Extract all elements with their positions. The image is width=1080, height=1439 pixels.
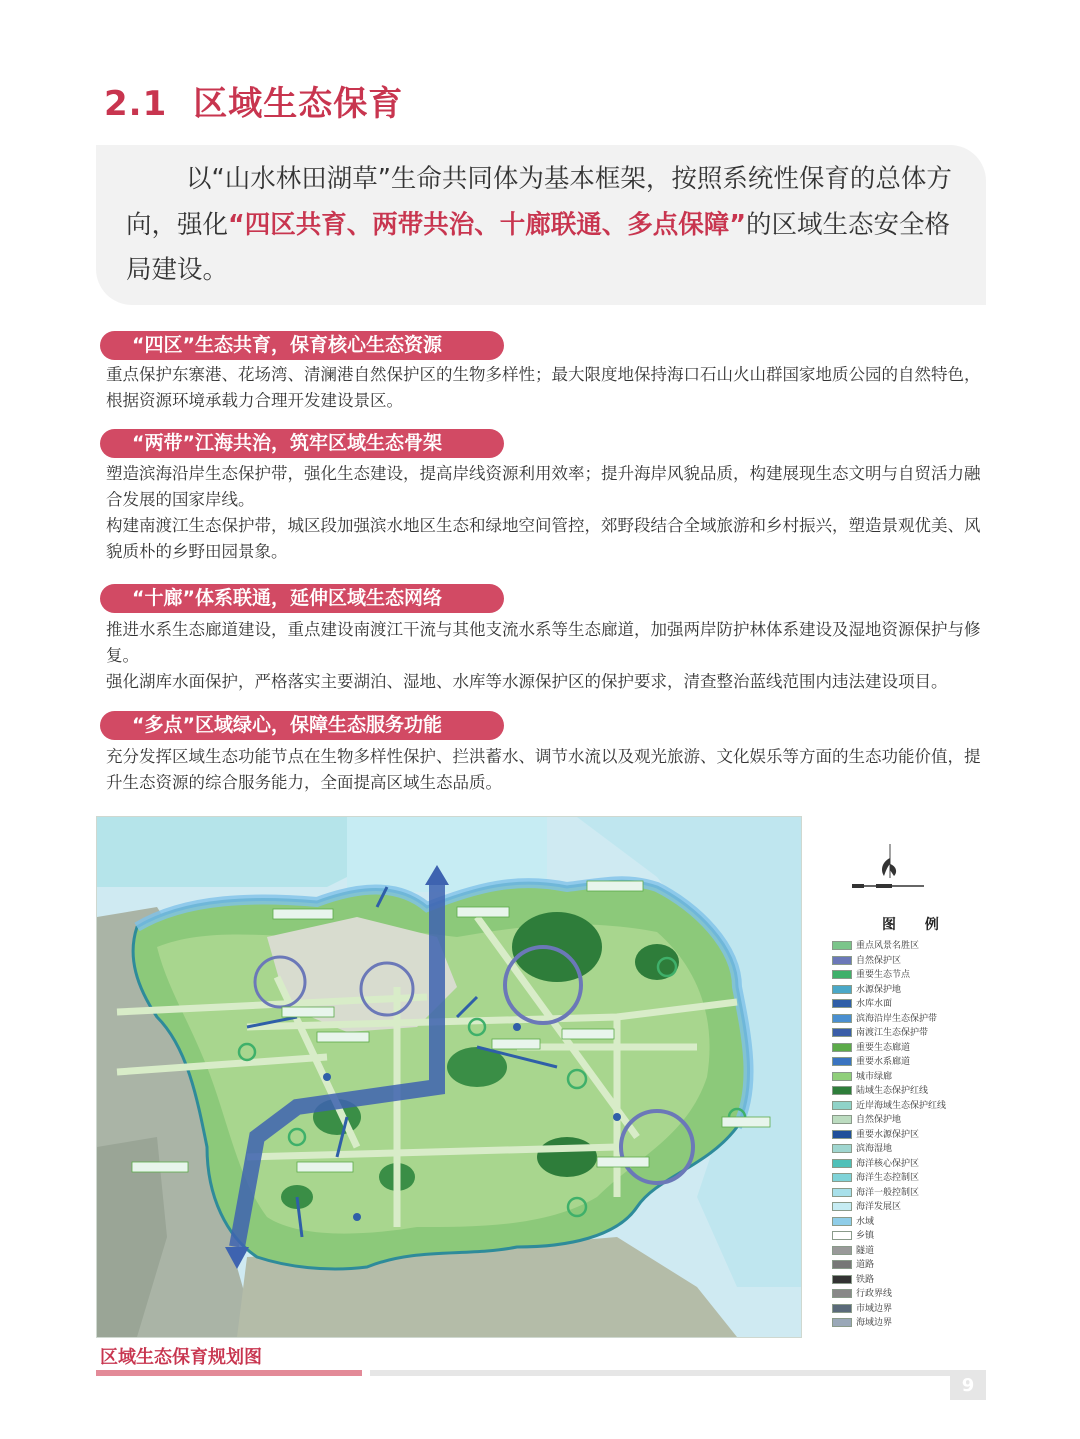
legend-swatch xyxy=(832,999,852,1008)
legend-item xyxy=(832,1027,928,1040)
legend-swatch xyxy=(832,1188,852,1197)
planning-map xyxy=(96,816,802,1338)
legend-label: 乡镇 xyxy=(856,1231,875,1241)
heading-four-zones: “四区”生态共育，保育核心生态资源 xyxy=(100,331,504,360)
legend-title: 图 例 xyxy=(882,917,951,933)
legend-label: 陆域生态保护红线 xyxy=(856,1086,929,1096)
legend-label: 重要生态廊道 xyxy=(856,1042,911,1053)
map-graphic xyxy=(97,817,801,1337)
compass-icon xyxy=(832,834,992,904)
legend-label: 海洋发展区 xyxy=(856,1202,902,1212)
legend-label: 滨海沿岸生态保护带 xyxy=(856,1013,938,1024)
legend-label: 城市绿廊 xyxy=(856,1071,893,1082)
legend-label: 重点风景名胜区 xyxy=(856,941,920,951)
legend-swatch xyxy=(832,941,852,950)
legend-swatch xyxy=(832,1028,852,1037)
page-number: 9 xyxy=(950,1372,986,1400)
legend-label: 南渡江生态保护带 xyxy=(856,1028,929,1038)
legend-swatch xyxy=(832,1304,852,1313)
legend-item xyxy=(832,1259,874,1272)
legend-swatch xyxy=(832,1014,852,1023)
caption-underline-rule xyxy=(370,1370,986,1376)
legend-swatch xyxy=(832,970,852,979)
legend-swatch xyxy=(832,1101,852,1110)
legend-label: 滨海湿地 xyxy=(856,1144,893,1154)
legend-swatch xyxy=(832,1202,852,1211)
caption-underline-accent xyxy=(96,1370,362,1376)
legend-item xyxy=(832,984,901,997)
legend-label: 隧道 xyxy=(856,1245,875,1256)
legend-swatch xyxy=(832,1275,852,1284)
eco-red-line-patch xyxy=(537,1137,597,1177)
legend-label: 海洋一般控制区 xyxy=(856,1187,920,1198)
eco-red-line-patch xyxy=(512,912,602,982)
map-caption: 区域生态保育规划图 xyxy=(100,1347,262,1368)
legend-label: 市域边界 xyxy=(856,1303,893,1314)
legend-label: 自然保护地 xyxy=(856,1115,902,1125)
legend-swatch xyxy=(832,985,852,994)
section-title xyxy=(104,76,403,125)
legend-swatch xyxy=(832,1260,852,1269)
legend-label: 近岸海域生态保护红线 xyxy=(856,1100,947,1111)
intro-text-after: 的区域生态安全格局建设。 xyxy=(126,209,951,285)
legend-item xyxy=(832,1303,892,1316)
paragraph: 充分发挥区域生态功能节点在生物多样性保护、拦洪蓄水、调节水流以及观光旅游、文化娱乐等方面的生态功能价值，提升生态资源的综合服务能力，全面提高区域生态品质。 xyxy=(106,747,981,792)
legend-label: 重要生态节点 xyxy=(856,970,911,980)
legend-label: 重要水系廊道 xyxy=(856,1057,911,1067)
legend-label: 海洋生态控制区 xyxy=(856,1173,920,1183)
legend-item xyxy=(832,1143,892,1156)
legend-label: 行政界线 xyxy=(856,1289,893,1299)
legend-item xyxy=(832,940,919,953)
legend-item xyxy=(832,1056,910,1069)
legend-swatch xyxy=(832,1217,852,1226)
legend-item xyxy=(832,969,910,982)
legend-swatch xyxy=(832,1144,852,1153)
section-heading: 区域生态保育 xyxy=(193,84,404,124)
legend-swatch xyxy=(832,1043,852,1052)
legend-swatch xyxy=(832,1159,852,1168)
legend-item xyxy=(832,1129,919,1142)
legend-swatch xyxy=(832,1115,852,1124)
legend-item xyxy=(832,1317,892,1330)
legend-item xyxy=(832,955,901,968)
legend-swatch xyxy=(832,1086,852,1095)
intro-box xyxy=(96,145,986,305)
paragraph: 构建南渡江生态保护带，城区段加强滨水地区生态和绿地空间管控，郊野段结合全域旅游和乡村振兴，塑造景观优美、风貌质朴的乡野田园景象。 xyxy=(106,516,981,561)
legend-item xyxy=(832,998,892,1011)
legend-item xyxy=(832,1114,901,1127)
legend-label: 海洋核心保护区 xyxy=(856,1158,920,1169)
legend-item xyxy=(832,1013,937,1026)
legend-item xyxy=(832,1274,874,1287)
legend-item xyxy=(832,1245,874,1258)
legend-item xyxy=(832,1172,919,1185)
legend-item xyxy=(832,1042,910,1055)
intro-text-before: 以“山水林田湖草”生命共同体为基本框架，按照系统性保育的总体方向，强化 xyxy=(126,164,952,240)
legend-swatch xyxy=(832,1057,852,1066)
legend-label: 自然保护区 xyxy=(856,955,902,966)
legend-item xyxy=(832,1187,919,1200)
legend-item xyxy=(832,1230,874,1243)
legend-label: 铁路 xyxy=(856,1274,875,1285)
legend-label: 道路 xyxy=(856,1260,875,1270)
legend-swatch xyxy=(832,1318,852,1327)
paragraph: 推进水系生态廊道建设，重点建设南渡江干流与其他支流水系等生态廊道，加强两岸防护林体系建设及湿地资源保护与修复。 xyxy=(106,620,981,665)
legend-swatch xyxy=(832,1173,852,1182)
section-number: 2.1 xyxy=(104,84,168,124)
heading-multi-points: “多点”区域绿心，保障生态服务功能 xyxy=(100,711,504,740)
heading-two-belts: “两带”江海共治，筑牢区域生态骨架 xyxy=(100,429,504,458)
legend-swatch xyxy=(832,1130,852,1139)
legend-item xyxy=(832,1158,919,1171)
legend-item xyxy=(832,1071,892,1084)
legend-swatch xyxy=(832,1246,852,1255)
legend-item xyxy=(832,1288,892,1301)
heading-ten-corridors: “十廊”体系联通，延伸区域生态网络 xyxy=(100,584,504,613)
legend-item xyxy=(832,1085,928,1098)
legend-swatch xyxy=(832,1289,852,1298)
legend-swatch xyxy=(832,956,852,965)
legend-label: 水域 xyxy=(856,1216,875,1227)
legend-label: 水源保护地 xyxy=(856,984,902,995)
intro-text xyxy=(126,157,966,294)
paragraph: 强化湖库水面保护，严格落实主要湖泊、湿地、水库等水源保护区的保护要求，清查整治蓝线范围内违法建设项目。 xyxy=(106,672,948,691)
paragraph: 重点保护东寨港、花场湾、清澜港自然保护区的生物多样性；最大限度地保持海口石山火山群国家地质公园的自然特色，根据资源环境承载力合理开发建设景区。 xyxy=(106,365,981,410)
legend-item xyxy=(832,1201,901,1214)
intro-highlight: “四区共育、两带共治、十廊联通、多点保障” xyxy=(228,209,747,240)
legend-swatch xyxy=(832,1072,852,1081)
legend-item xyxy=(832,1216,874,1229)
legend-label: 重要水源保护区 xyxy=(856,1129,920,1140)
map-legend xyxy=(832,834,992,1334)
legend-swatch xyxy=(832,1231,852,1240)
legend-label: 海域边界 xyxy=(856,1318,893,1328)
paragraph: 塑造滨海沿岸生态保护带，强化生态建设，提高岸线资源利用效率；提升海岸风貌品质，构建展现生态文明与自贸活力融合发展的国家岸线。 xyxy=(106,464,981,509)
legend-label: 水库水面 xyxy=(856,999,893,1009)
legend-item xyxy=(832,1100,946,1113)
